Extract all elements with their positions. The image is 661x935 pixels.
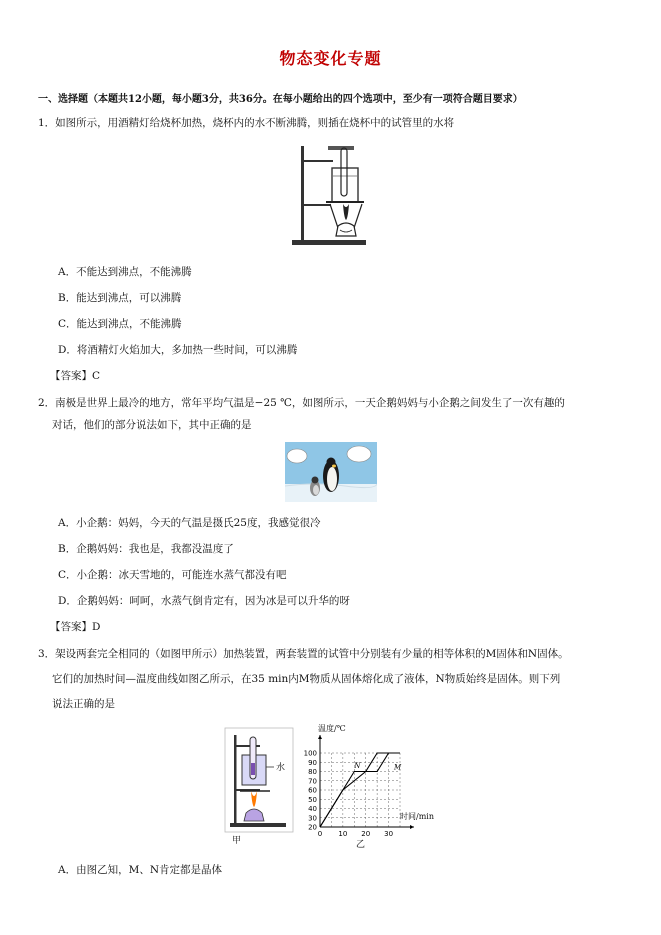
y-tick-label: 50 [308, 795, 317, 804]
y-tick-label: 100 [303, 749, 317, 758]
question-1-option-b: B．能达到沸点，可以沸腾 [58, 292, 182, 304]
question-1-option-a: A．不能达到沸点，不能沸腾 [58, 266, 192, 278]
y-tick-label: 90 [308, 758, 317, 767]
question-3-stem-line3: 说法正确的是 [52, 698, 115, 710]
question-3-stem-line2: 它们的加热时间—温度曲线如图乙所示，在35 min内M物质从固体熔化成了液体，N物质始终是固体。则下列 [52, 673, 561, 685]
question-2-option-a: A．小企鹅：妈妈，今天的气温是摄氏25度，我感觉很冷 [58, 517, 321, 529]
chart-ylabel: 温度/℃ [318, 724, 346, 733]
x-axis-arrow [410, 825, 414, 829]
section-header: 一、选择题（本题共12小题，每小题3分，共36分。在每小题给出的四个选项中，至少有一项符合题目要求） [38, 94, 523, 105]
figure-3-apparatus-jia [224, 727, 294, 847]
question-1-option-d: D．将酒精灯火焰加大，多加热一些时间，可以沸腾 [58, 344, 298, 356]
y-tick-label: 40 [308, 805, 317, 813]
y-axis-arrow [318, 735, 322, 739]
question-2-stem-line2: 对话，他们的部分说法如下，其中正确的是 [52, 419, 252, 431]
question-3-stem-line1: 3．架设两套完全相同的（如图甲所示）加热装置，两套装置的试管中分别装有少量的相等体积的M固体和N固体。 [38, 648, 569, 660]
page-title: 物态变化专题 [279, 49, 382, 68]
question-3-option-a: A．由图乙知，M、N肯定都是晶体 [58, 864, 223, 876]
y-tick-label: 60 [308, 786, 317, 795]
question-2-option-d: D．企鹅妈妈：呵呵，水蒸气倒肯定有，因为冰是可以升华的呀 [58, 595, 350, 607]
question-1-stem: 1．如图所示，用酒精灯给烧杯加热，烧杯内的水不断沸腾，则插在烧杯中的试管里的水将 [38, 117, 455, 129]
y-tick-label: 30 [308, 814, 317, 823]
figure-jia-label: 甲 [232, 836, 242, 846]
question-2-option-b: B．企鹅妈妈：我也是，我都没温度了 [58, 543, 234, 555]
y-tick-label: 80 [308, 768, 317, 776]
water-label: 水 [276, 763, 286, 773]
question-2-answer: 【答案】D [50, 621, 101, 633]
y-tick-label: 70 [308, 777, 317, 786]
question-1-option-c: C．能达到沸点，不能沸腾 [58, 318, 182, 330]
temperature-time-chart [298, 723, 438, 851]
question-2-stem-line1: 2．南极是世界上最冷的地方，常年平均气温是−25 ℃，如图所示，一天企鹅妈妈与小企鹅之间发生了一次有趣的 [38, 397, 565, 409]
question-2-option-c: C．小企鹅：冰天雪地的，可能连水蒸气都没有吧 [58, 569, 287, 581]
y-tick-label: 20 [308, 823, 317, 832]
question-1-answer: 【答案】C [50, 370, 101, 382]
figure-2-penguins-image [285, 442, 377, 502]
figure-yi-label: 乙 [356, 840, 366, 850]
figure-3-chart-yi [298, 723, 438, 851]
x-tick-label: 10 [338, 830, 348, 838]
x-tick-label: 30 [384, 830, 394, 838]
figure-1-heating-apparatus [292, 138, 370, 248]
x-tick-label: 20 [361, 830, 371, 838]
series-label-N: N [354, 761, 361, 770]
chart-xlabel: 时间/min [400, 812, 434, 821]
x-tick-label: 0 [317, 830, 323, 838]
series-label-M: M [394, 763, 402, 772]
